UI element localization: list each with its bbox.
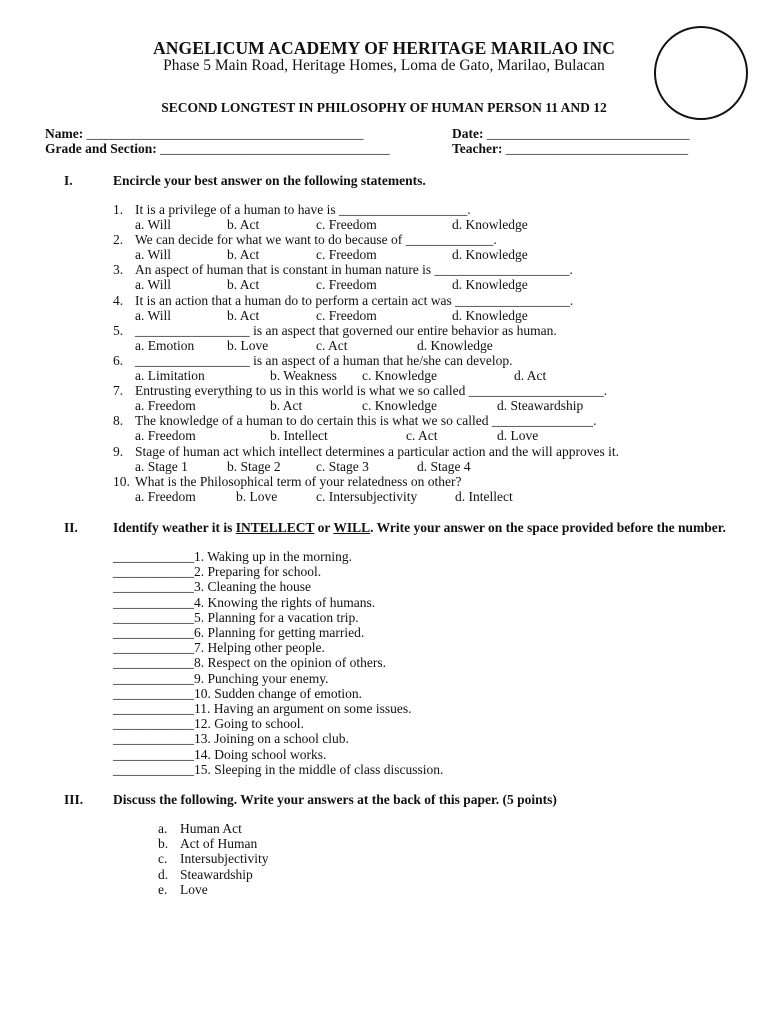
question-4-choice-d[interactable]: d. Knowledge — [452, 307, 528, 323]
question-9-choice-a[interactable]: a. Stage 1 — [135, 458, 188, 474]
question-10-choice-d[interactable]: d. Intellect — [455, 488, 513, 504]
question-3-number: 3. — [113, 262, 124, 278]
question-2-choice-c[interactable]: c. Freedom — [316, 247, 377, 263]
question-8-number: 8. — [113, 413, 124, 429]
identify-item-5[interactable]: ____________5. Planning for a vacation trip. — [113, 609, 359, 625]
question-6-text: _________________ is an aspect of a human that he/she can develop. — [135, 353, 513, 368]
question-6-number: 6. — [113, 353, 124, 368]
question-9-number: 9. — [113, 443, 124, 459]
name-line[interactable]: _________________________________________ — [86, 126, 364, 141]
name-field — [45, 126, 363, 142]
discuss-item-2-text: Act of Human — [180, 836, 258, 852]
question-5-choice-d[interactable]: d. Knowledge — [417, 337, 493, 353]
discuss-item-5-letter: e. — [158, 881, 168, 897]
discuss-item-3-text: Intersubjectivity — [180, 851, 269, 867]
identify-item-14[interactable]: ____________14. Doing school works. — [113, 746, 327, 762]
teacher-field — [452, 141, 688, 157]
identify-item-12[interactable]: ____________12. Going to school. — [113, 716, 304, 732]
question-9-choice-d[interactable]: d. Stage 4 — [417, 458, 471, 474]
discuss-item-1-text: Human Act — [180, 821, 242, 836]
question-7-text: Entrusting everything to us in this world is what we so called ____________________. — [135, 383, 608, 399]
question-2-choice-a[interactable]: a. Will — [135, 247, 171, 263]
question-7-choice-d[interactable]: d. Steawardship — [497, 398, 584, 414]
question-4-choice-b[interactable]: b. Act — [227, 307, 260, 323]
question-9-text: Stage of human act which intellect determines a particular action and the will approves it. — [135, 443, 619, 459]
discuss-item-3-letter: c. — [158, 851, 168, 867]
discuss-item-4-text: Steawardship — [180, 866, 253, 882]
identify-item-3[interactable]: ____________3. Cleaning the house — [113, 579, 311, 595]
question-2-text: We can decide for what we want to do because of _____________. — [135, 232, 497, 248]
question-1-choice-a[interactable]: a. Will — [135, 217, 171, 232]
discuss-item-1-letter: a. — [158, 821, 168, 836]
section-2-title-part2: . Write your answer on the space provided before the number. — [370, 520, 726, 535]
section-2-title-part1: Identify weather it is — [113, 520, 236, 535]
question-8-choice-c[interactable]: c. Act — [406, 428, 438, 444]
question-4-choice-a[interactable]: a. Will — [135, 307, 171, 323]
date-field — [452, 126, 689, 142]
teacher-line[interactable]: ___________________________ — [505, 141, 689, 156]
identify-item-13[interactable]: ____________13. Joining on a school club. — [113, 731, 349, 747]
section-2-title — [113, 520, 728, 535]
identify-item-2[interactable]: ____________2. Preparing for school. — [113, 564, 322, 580]
question-1-choice-c[interactable]: c. Freedom — [316, 217, 377, 232]
question-1-choice-b[interactable]: b. Act — [227, 217, 260, 232]
identify-item-10[interactable]: ____________10. Sudden change of emotion. — [113, 685, 362, 701]
identify-item-9[interactable]: ____________9. Punching your enemy. — [113, 670, 329, 686]
teacher-label: Teacher: — [452, 141, 503, 156]
grade-section-line[interactable]: __________________________________ — [160, 141, 390, 156]
question-5-choice-c[interactable]: c. Act — [316, 337, 348, 353]
question-4-number: 4. — [113, 292, 124, 308]
section-3-title: Discuss the following. Write your answers at the back of this paper. (5 points) — [113, 792, 557, 807]
question-4-text: It is an action that a human do to perform a certain act was _________________. — [135, 292, 574, 308]
question-4-choice-c[interactable]: c. Freedom — [316, 307, 377, 323]
question-7-choice-a[interactable]: a. Freedom — [135, 398, 196, 414]
discuss-item-5-text: Love — [180, 881, 208, 897]
question-10-text: What is the Philosophical term of your relatedness on other? — [135, 473, 462, 489]
exam-title: SECOND LONGTEST IN PHILOSOPHY OF HUMAN PERSON 11 AND 12 — [161, 100, 607, 115]
question-9-choice-b[interactable]: b. Stage 2 — [227, 458, 281, 474]
question-1-text: It is a privilege of a human to have is ___________________. — [135, 202, 471, 217]
identify-item-11[interactable]: ____________11. Having an argument on some issues. — [113, 701, 412, 716]
question-9-choice-c[interactable]: c. Stage 3 — [316, 458, 369, 474]
section-1-number: I. — [64, 173, 73, 188]
school-address: Phase 5 Main Road, Heritage Homes, Loma de Gato, Marilao, Bulacan — [163, 57, 605, 74]
date-line[interactable]: ______________________________ — [486, 126, 690, 141]
question-3-choice-a[interactable]: a. Will — [135, 277, 171, 293]
question-8-choice-b[interactable]: b. Intellect — [270, 428, 328, 444]
question-6-choice-a[interactable]: a. Limitation — [135, 368, 205, 383]
identify-item-6[interactable]: ____________6. Planning for getting married. — [113, 625, 365, 640]
question-5-choice-b[interactable]: b. Love — [227, 337, 269, 353]
question-1-number: 1. — [113, 202, 124, 217]
grade-section-field — [45, 141, 390, 157]
question-5-text: _________________ is an aspect that governed our entire behavior as human. — [135, 322, 557, 338]
question-10-choice-b[interactable]: b. Love — [236, 488, 278, 504]
question-10-number: 10. — [113, 473, 130, 489]
name-label: Name: — [45, 126, 84, 141]
date-label: Date: — [452, 126, 484, 141]
question-8-choice-d[interactable]: d. Love — [497, 428, 539, 444]
identify-item-8[interactable]: ____________8. Respect on the opinion of others. — [113, 655, 386, 671]
identify-item-15[interactable]: ____________15. Sleeping in the middle of class discussion. — [113, 761, 444, 777]
school-name: ANGELICUM ACADEMY OF HERITAGE MARILAO INC — [153, 38, 615, 58]
question-3-choice-d[interactable]: d. Knowledge — [452, 277, 528, 293]
section-1-title: Encircle your best answer on the following statements. — [113, 173, 426, 188]
question-6-choice-b[interactable]: b. Weakness — [270, 368, 337, 383]
question-10-choice-c[interactable]: c. Intersubjectivity — [316, 488, 418, 504]
will-keyword: WILL — [333, 520, 371, 535]
intellect-keyword: INTELLECT — [235, 520, 315, 535]
question-7-choice-c[interactable]: c. Knowledge — [362, 398, 437, 414]
section-3-number: III. — [64, 792, 84, 807]
question-8-choice-a[interactable]: a. Freedom — [135, 428, 196, 444]
question-7-number: 7. — [113, 383, 124, 399]
question-2-number: 2. — [113, 232, 124, 248]
discuss-item-4-letter: d. — [158, 866, 169, 882]
grade-section-label: Grade and Section: — [45, 141, 157, 156]
question-7-choice-b[interactable]: b. Act — [270, 398, 303, 414]
question-3-text: An aspect of human that is constant in human nature is ____________________. — [135, 262, 573, 278]
question-2-choice-d[interactable]: d. Knowledge — [452, 247, 528, 263]
section-2-number: II. — [64, 520, 78, 535]
question-2-choice-b[interactable]: b. Act — [227, 247, 260, 263]
question-3-choice-c[interactable]: c. Freedom — [316, 277, 377, 293]
identify-item-1[interactable]: ____________1. Waking up in the morning. — [113, 549, 353, 564]
question-6-choice-c[interactable]: c. Knowledge — [362, 368, 437, 383]
question-5-choice-a[interactable]: a. Emotion — [135, 337, 195, 353]
identify-item-4[interactable]: ____________4. Knowing the rights of humans. — [113, 594, 376, 610]
question-5-number: 5. — [113, 322, 124, 338]
question-1-choice-d[interactable]: d. Knowledge — [452, 217, 528, 232]
question-6-choice-d[interactable]: d. Act — [514, 368, 547, 383]
identify-item-7[interactable]: ____________7. Helping other people. — [113, 640, 325, 656]
question-8-text: The knowledge of a human to do certain this is what we so called _______________. — [135, 413, 597, 429]
section-2-title-or: or — [314, 520, 334, 535]
discuss-item-2-letter: b. — [158, 836, 169, 852]
question-10-choice-a[interactable]: a. Freedom — [135, 488, 196, 504]
question-3-choice-b[interactable]: b. Act — [227, 277, 260, 293]
